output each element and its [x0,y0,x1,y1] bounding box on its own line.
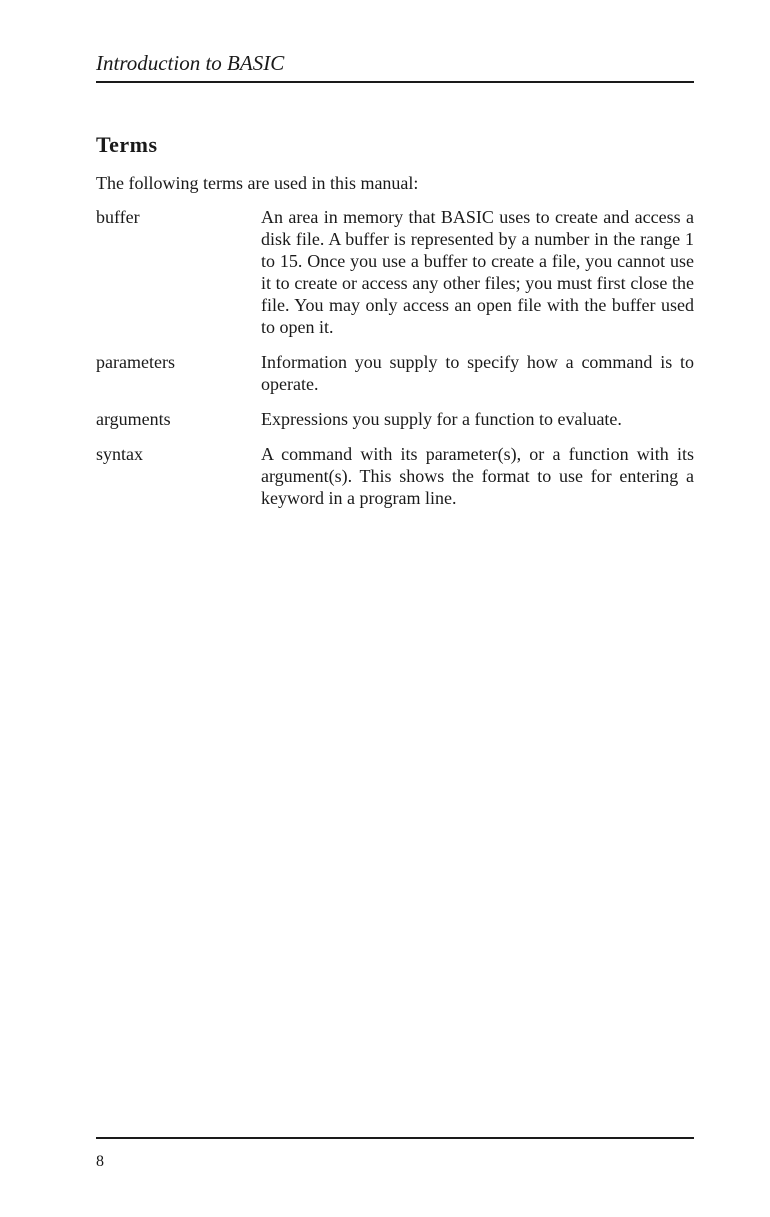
term-row-buffer [96,206,694,338]
term-row-syntax [96,443,694,509]
section-title: Terms [96,132,158,157]
term-definition: Expressions you supply for a function to evaluate. [261,409,622,429]
section-intro: The following terms are used in this manual: [96,173,419,193]
footer-divider [96,1137,694,1139]
term-name: parameters [96,352,175,372]
term-name: syntax [96,444,143,464]
term-definition: An area in memory that BASIC uses to create and access a disk file. A buffer is represented by a number in the range 1 to 15. Once you use a buffer to create a file, you cannot use it to create or access any other files; you must first close the file. You may only access an open file with the buffer used to open it. [261,207,694,337]
term-row-arguments [96,408,694,430]
term-definition: Information you supply to specify how a command is to operate. [261,352,694,394]
page-number: 8 [96,1153,104,1170]
running-head-title: Introduction to BASIC [96,51,285,75]
term-definition: A command with its parameter(s), or a function with its argument(s). This shows the format to use for entering a keyword in a program line. [261,444,694,508]
term-name: buffer [96,207,140,227]
term-name: arguments [96,409,171,429]
header-divider [96,81,694,83]
terms-list [96,206,694,522]
term-row-parameters [96,351,694,395]
